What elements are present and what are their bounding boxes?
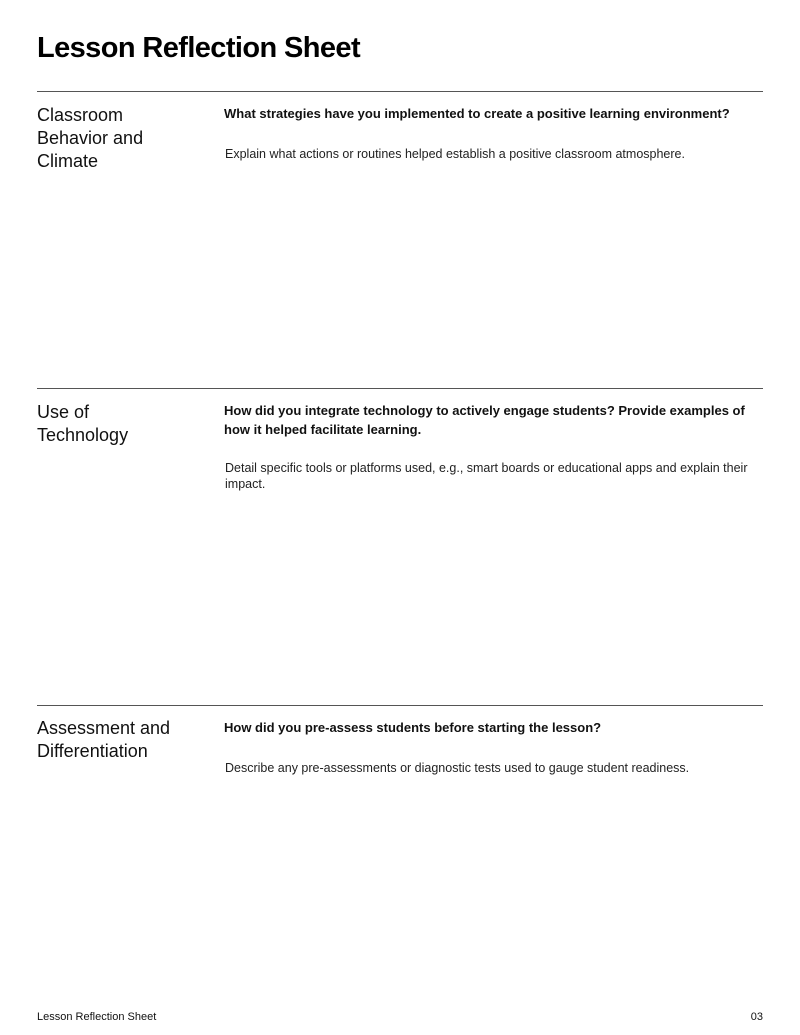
question-assessment: How did you pre-assess students before starting the lesson? <box>224 720 602 735</box>
hint-use-of-technology: Detail specific tools or platforms used, e.g., smart boards or educational apps and explain their impact. <box>225 461 748 491</box>
section-heading-assessment: Assessment and Differentiation <box>37 718 171 761</box>
page-title: Lesson Reflection Sheet <box>37 32 360 64</box>
footer-page-number: 03 <box>750 1011 763 1023</box>
section-divider <box>37 705 763 706</box>
hint-classroom-behavior: Explain what actions or routines helped establish a positive classroom atmosphere. <box>225 147 685 161</box>
section-divider <box>37 388 763 389</box>
hint-assessment: Describe any pre-assessments or diagnostic tests used to gauge student readiness. <box>225 761 690 775</box>
section-divider <box>37 91 763 92</box>
section-heading-classroom-behavior: Classroom Behavior and Climate <box>37 105 144 171</box>
question-classroom-behavior: What strategies have you implemented to create a positive learning environment? <box>224 106 730 121</box>
section-heading-use-of-technology: Use of Technology <box>37 402 129 445</box>
footer-document-title: Lesson Reflection Sheet <box>37 1011 157 1023</box>
question-use-of-technology: How did you integrate technology to actively engage students? Provide examples of how it helped facilitate learning. <box>224 403 745 437</box>
